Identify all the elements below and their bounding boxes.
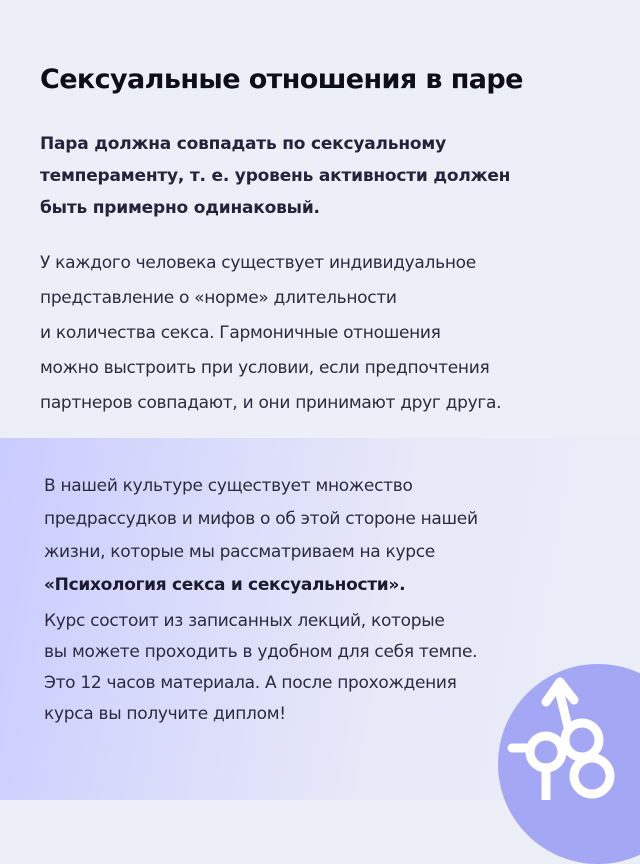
body-paragraph-norm xyxy=(40,246,610,421)
lead-line: темпераменту, т. е. уровень активности должен xyxy=(40,166,511,186)
text-line: и количества секса. Гармоничные отношения xyxy=(40,323,441,343)
course-name: «Психология секса и сексуальности». xyxy=(44,575,406,595)
text-line: курса вы получите диплом! xyxy=(44,704,286,724)
text-line: В нашей культуре существует множество xyxy=(44,476,413,496)
lead-line: Пара должна совпадать по сексуальному xyxy=(40,134,446,154)
text-line: вы можете проходить в удобном для себя темпе. xyxy=(44,642,478,662)
text-line: предрассудков и мифов о об этой стороне нашей xyxy=(44,509,478,529)
text-line: Курс состоит из записанных лекций, которые xyxy=(44,611,445,631)
page-title: Сексуальные отношения в паре xyxy=(40,64,523,95)
text-line: можно выстроить при условии, если предпочтения xyxy=(40,358,490,378)
lead-line: быть примерно одинаковый. xyxy=(40,198,320,218)
text-line: представление о «норме» длительности xyxy=(40,288,397,308)
text-line: Это 12 часов материала. А после прохождения xyxy=(44,673,457,693)
text-line: партнеров совпадают, и они принимают друг друга. xyxy=(40,393,502,413)
body-paragraph-culture xyxy=(44,470,604,602)
gender-symbols-icon xyxy=(498,664,640,800)
text-line: У каждого человека существует индивидуальное xyxy=(40,253,476,273)
lead-paragraph xyxy=(40,128,600,224)
text-line: жизни, которые мы рассматриваем на курсе xyxy=(44,542,435,562)
